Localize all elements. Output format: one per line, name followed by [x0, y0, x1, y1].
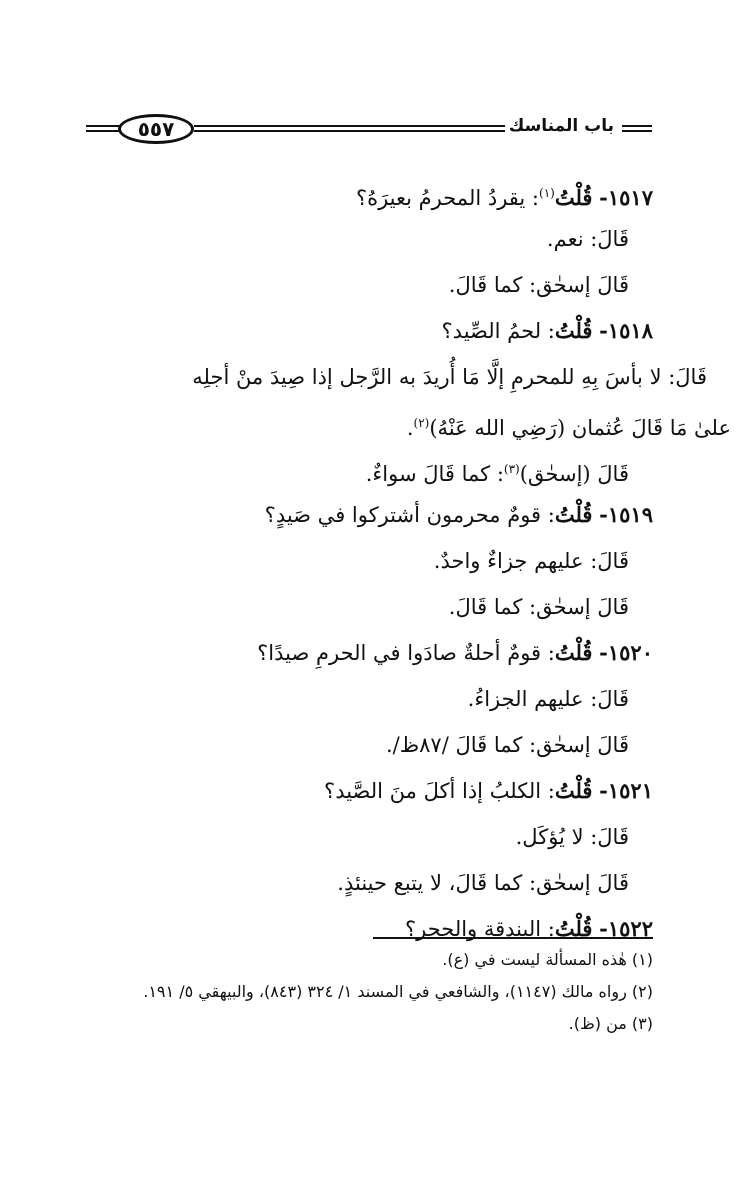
answer-line: قَالَ إسحٰق: كما قَالَ /٨٧ظ/. — [385, 733, 629, 757]
entry-number: ١٥٢٢- — [599, 916, 653, 941]
question-text: : لحمُ الصِّيد؟ — [441, 319, 555, 343]
answer-line: قَالَ: لا يُؤكَل. — [515, 825, 629, 849]
header-rule-left — [86, 125, 120, 132]
entry-number: ١٥١٧- — [599, 185, 653, 210]
page-header — [86, 112, 652, 148]
entry-number: ١٥١٨- — [599, 318, 653, 343]
question-word: قُلْتُ — [554, 502, 593, 527]
answer-line: قَالَ: عليهم الجزاءُ. — [467, 687, 629, 711]
question-text: : الكلبُ إذا أكلَ منَ الصَّيد؟ — [324, 779, 555, 803]
main-text — [53, 170, 731, 952]
answer-line: قَالَ: لا بأسَ بِهِ للمحرمِ إلَّا مَا أُريدَ به الرَّجل إذا صِيدَ منْ أجلِه — [192, 365, 707, 389]
ishaq-open: قَالَ (إسحٰق) — [519, 462, 629, 486]
footnote: (٣) من (ظ). — [568, 1014, 653, 1033]
answer-line: قَالَ: عليهم جزاءٌ واحدٌ. — [433, 549, 629, 573]
question-word: قُلْتُ — [554, 640, 593, 665]
entry-number: ١٥٢١- — [599, 778, 653, 803]
footnotes — [33, 944, 653, 1040]
footnote-divider — [373, 937, 653, 939]
question-text: : قومٌ محرمون أشتركوا في صَيدٍ؟ — [264, 503, 555, 527]
page-number: ٥٥٧ — [118, 114, 194, 144]
continuation-text: علىٰ مَا قَالَ عُثمان (رَضِي الله عَنْهُ) — [429, 416, 731, 440]
entry-number: ١٥٢٠- — [599, 640, 653, 665]
question-line — [53, 630, 653, 676]
footnote-ref: (١) — [539, 186, 555, 200]
question-text: : يقردُ المحرمُ بعيرَهُ؟ — [355, 186, 540, 210]
question-word: قُلْتُ — [554, 916, 593, 941]
question-text: : البندقة والحجر؟ — [404, 917, 555, 941]
answer-line: قَالَ إسحٰق: كما قَالَ، لا يتبع حينئذٍ. — [337, 871, 629, 895]
question-line — [53, 170, 653, 216]
answer-line — [53, 446, 653, 492]
question-line — [53, 768, 653, 814]
question-line — [53, 492, 653, 538]
ishaq-close: : كما قَالَ سواءٌ. — [365, 462, 504, 486]
question-word: قُلْتُ — [554, 185, 593, 210]
entry-number: ١٥١٩- — [599, 502, 653, 527]
footnote: (١) هٰذه المسألة ليست في (ع). — [442, 950, 653, 969]
answer-line: قَالَ: نعم. — [546, 227, 629, 251]
question-word: قُلْتُ — [554, 778, 593, 803]
answer-line: قَالَ إسحٰق: كما قَالَ. — [448, 273, 629, 297]
question-text: : قومٌ أحلةٌ صادَوا في الحرمِ صيدًا؟ — [257, 641, 555, 665]
footnote: (٢) رواه مالك (١١٤٧)، والشافعي في المسند ١/ ٣٢٤ (٨٤٣)، والبيهقي ٥/ ١٩١. — [143, 982, 653, 1001]
question-word: قُلْتُ — [554, 318, 593, 343]
footnote-ref: (٢) — [413, 416, 430, 430]
answer-line: قَالَ إسحٰق: كما قَالَ. — [448, 595, 629, 619]
answer-continuation — [53, 400, 731, 446]
footnote-ref: (٣) — [503, 462, 520, 476]
continuation-end: . — [406, 416, 414, 440]
header-rule-right — [622, 125, 652, 132]
question-line — [53, 308, 653, 354]
chapter-title: باب المناسك — [505, 116, 618, 136]
